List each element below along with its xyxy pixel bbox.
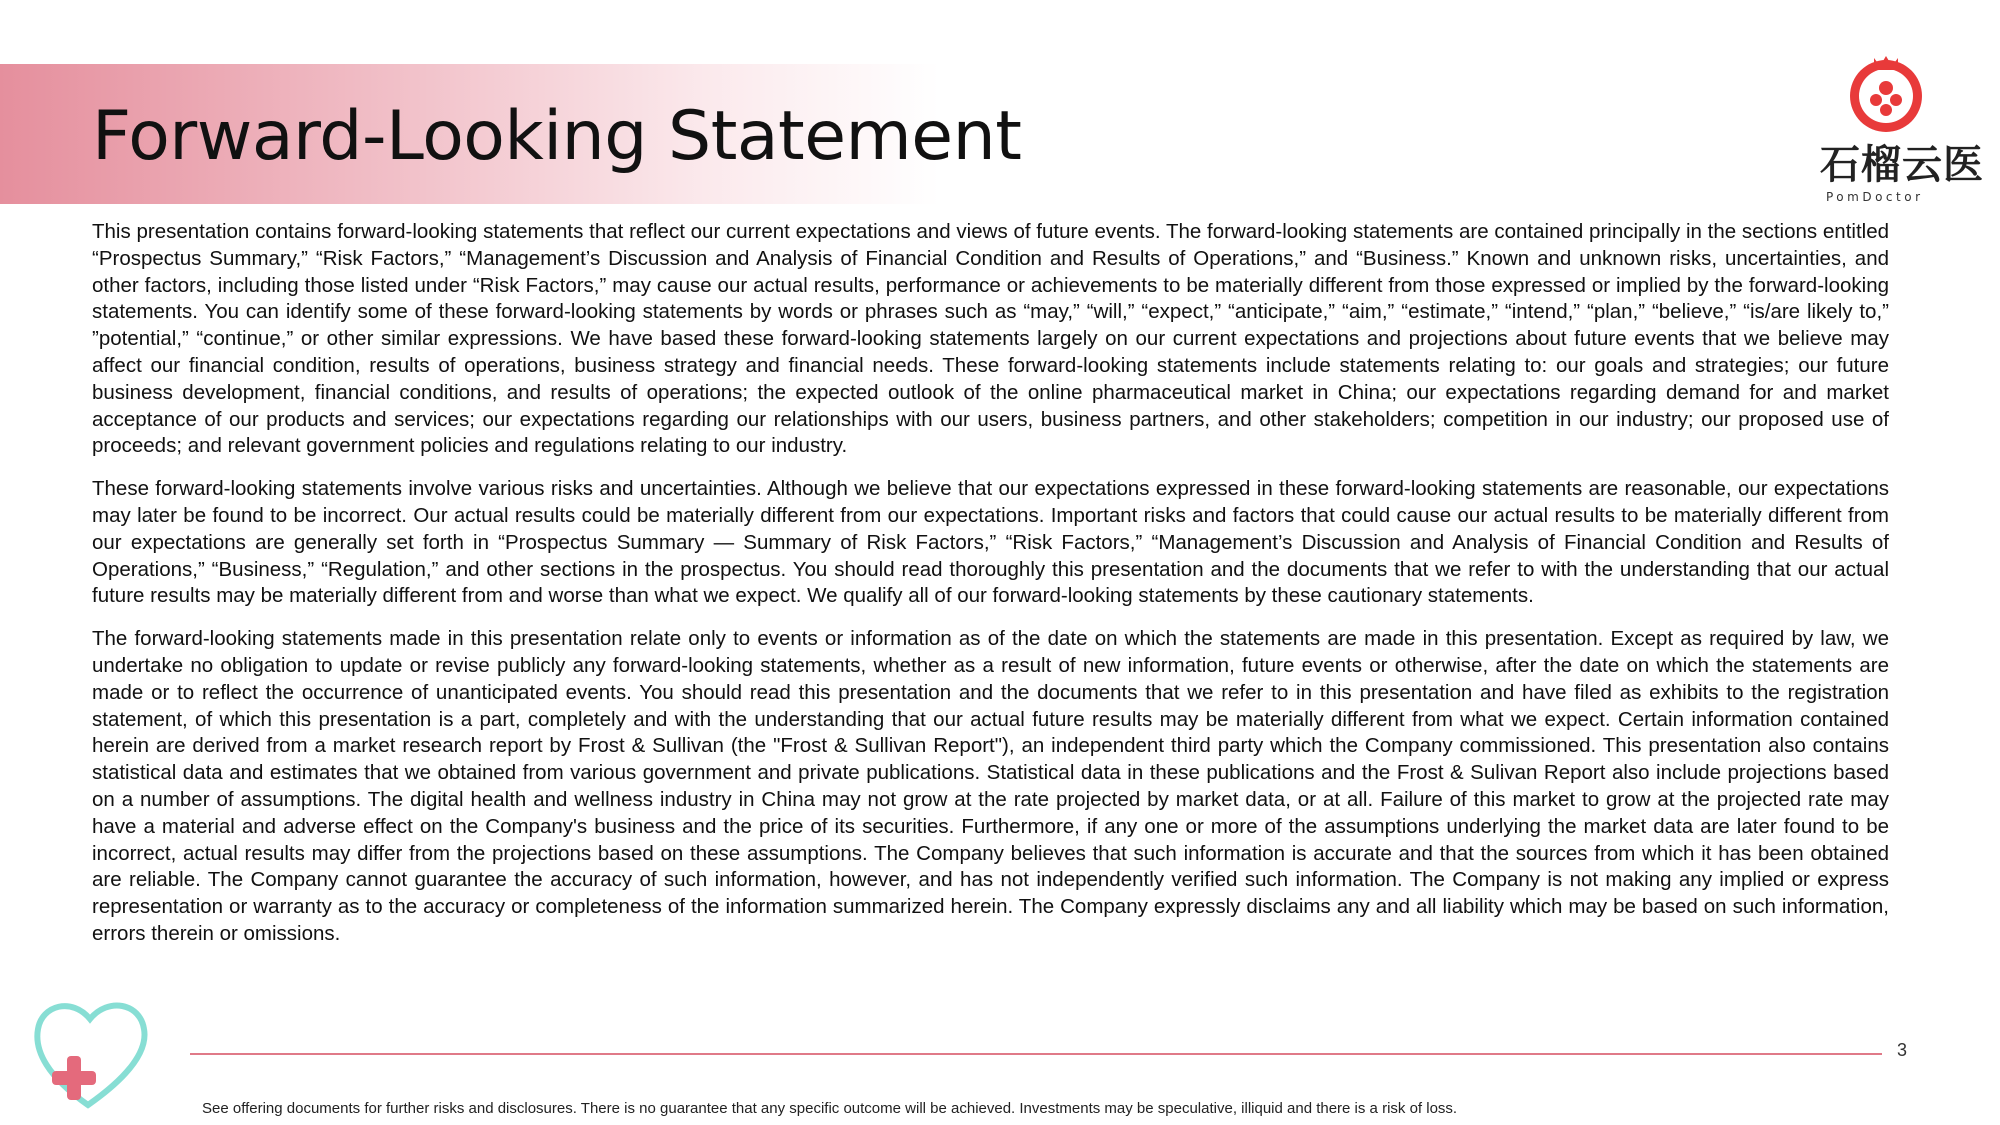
slide-title: Forward-Looking Statement: [92, 97, 1022, 176]
paragraph-3: The forward-looking statements made in this presentation relate only to events or information as of the date on which the statements are made in this presentation. Except as required by law, we undertake no obligation to update or revise publicly any forward-looking statements, whether as a result of new information, future events or otherwise, after the date on which the statements are made or to reflect the occurrence of unanticipated events. You should read this presentation and the documents that we refer to in this presentation and have filed as exhibits to the registration statement, of which this presentation is a part, completely and with the understanding that our actual future results may be materially different from what we expect. Certain information contained herein are derived from a market research report by Frost & Sullivan (the "Frost & Sullivan Report"), an independent third party which the Company commissioned. This presentation also contains statistical data and estimates that we obtained from various government and private publications. Statistical data in these publications and the Frost & Sulivan Report also include projections based on a number of assumptions. The digital health and wellness industry in China may not grow at the rate projected by market data, or at all. Failure of this market to grow at the projected rate may have a material and adverse effect on the Company's business and the price of its securities. Furthermore, if any one or more of the assumptions underlying the market data are later found to be incorrect, actual results may differ from the projections based on these assumptions. The Company believes that such information is accurate and that the sources from which it has been obtained are reliable. The Company cannot guarantee the accuracy of such information, however, and has not independently verified such information. The Company is not making any implied or express representation or warranty as to the accuracy or completeness of the information summarized herein. The Company expressly disclaims any and all liability which may be based on such information, errors therein or omissions.: [92, 627, 1889, 945]
paragraph-2: These forward-looking statements involve various risks and uncertainties. Although we believe that our expectations expressed in these forward-looking statements are reasonable, our expectations may later be found to be incorrect. Our actual results could be materially different from our expectations. Important risks and factors that could cause our actual results to be materially different from our expectations are generally set forth in “Prospectus Summary — Summary of Risk Factors,” “Risk Factors,” “Management’s Discussion and Analysis of Financial Condition and Results of Operations,” “Business,” “Regulation,” and other sections in the prospectus. You should read thoroughly this presentation and the documents that we refer to with the understanding that our actual future results may be materially different from and worse than what we expect. We qualify all of our forward-looking statements by these cautionary statements.: [92, 477, 1889, 608]
page-number: 3: [1897, 1040, 1908, 1060]
footer-disclaimer: See offering documents for further risks and disclosures. There is no guarantee that any specific outcome will be achieved. Investments may be speculative, illiquid and there is a risk of loss.: [202, 1100, 1458, 1117]
logo-chinese-text: 石榴云医: [1820, 142, 1984, 188]
company-logo: [1818, 44, 1984, 208]
paragraph-1: This presentation contains forward-looking statements that reflect our current expectations and views of future events. The forward-looking statements are contained principally in the sections entitled “Prospectus Summary,” “Risk Factors,” “Management’s Discussion and Analysis of Financial Condition and Results of Operations,” and “Business.” Known and unknown risks, uncertainties, and other factors, including those listed under “Risk Factors,” may cause our actual results, performance or achievements to be materially different from those expressed or implied by the forward-looking statements. You can identify some of these forward-looking statements by words or phrases such as “may,” “will,” “expect,” “anticipate,” “aim,” “estimate,” “intend,” “plan,” “believe,” “is/are likely to,” ”potential,” “continue,” or other similar expressions. We have based these forward-looking statements largely on our current expectations and projections about future events that we believe may affect our financial condition, results of operations, business strategy and financial needs. These forward-looking statements include statements relating to: our goals and strategies; our future business development, financial conditions, and results of operations; the expected outlook of the online pharmaceutical market in China; our expectations regarding demand for and market acceptance of our products and services; our expectations regarding our relationships with our users, business partners, and other stakeholders; competition in our industry; our proposed use of proceeds; and relevant government policies and regulations relating to our industry.: [92, 220, 1889, 458]
logo-english-text: PomDoctor: [1826, 190, 1924, 204]
statement-body: [92, 219, 1889, 964]
pomegranate-icon: [1818, 44, 1968, 144]
heart-medical-cross-icon: [28, 985, 188, 1115]
footer-divider: [190, 1053, 1882, 1055]
